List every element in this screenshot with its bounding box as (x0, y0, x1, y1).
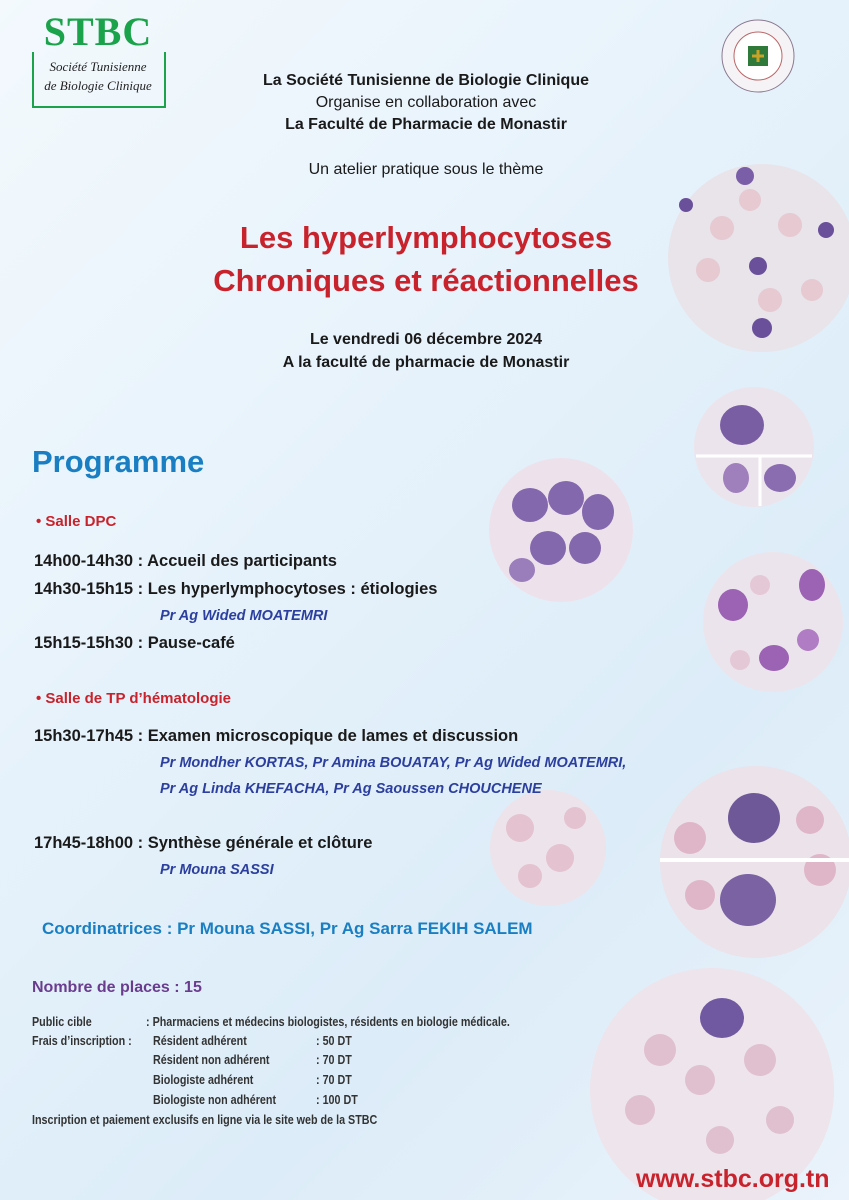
microscopy-image-6 (490, 790, 606, 906)
fee-price: : 70 DT (316, 1053, 352, 1067)
program-item-examen: 15h30-17h45 : Examen microscopique de lames et discussion (34, 727, 519, 745)
organizer-line: La Société Tunisienne de Biologie Clinique (263, 72, 589, 89)
frais-label: Frais d’inscription : (32, 1034, 132, 1048)
logo-line-2: de Biologie Clinique (44, 78, 152, 93)
program-item-synthese: 17h45-18h00 : Synthèse générale et clôture (34, 834, 373, 852)
collaboration-line: Organise en collaboration avec (315, 94, 537, 111)
website-link[interactable]: www.stbc.org.tn (636, 1165, 830, 1193)
logo-line-1: Société Tunisienne (49, 59, 147, 74)
speaker-synthese: Pr Mouna SASSI (160, 862, 274, 878)
fee-category: Biologiste non adhérent (153, 1093, 277, 1107)
partner-line: La Faculté de Pharmacie de Monastir (285, 116, 567, 133)
microscopy-image-4 (703, 552, 843, 692)
fee-category: Biologiste adhérent (153, 1073, 254, 1087)
speaker-etiologies: Pr Ag Wided MOATEMRI (160, 608, 328, 624)
title-line-2: Chroniques et réactionnelles (213, 263, 639, 298)
event-place: A la faculté de pharmacie de Monastir (282, 354, 570, 371)
program-item-accueil: 14h00-14h30 : Accueil des participants (34, 552, 337, 570)
speakers-examen-2: Pr Ag Linda KHEFACHA, Pr Ag Saoussen CHOUCHENE (160, 781, 542, 797)
theme-intro: Un atelier pratique sous le thème (308, 161, 544, 178)
programme-heading: Programme (32, 444, 205, 479)
nombre-places: Nombre de places : 15 (32, 979, 202, 996)
program-item-pause: 15h15-15h30 : Pause-café (34, 634, 235, 652)
speakers-examen-1: Pr Mondher KORTAS, Pr Amina BOUATAY, Pr Ag Wided MOATEMRI, (160, 755, 627, 771)
fee-price: : 100 DT (316, 1093, 358, 1107)
fee-category: Résident adhérent (153, 1034, 247, 1048)
microscopy-image-5 (660, 766, 849, 958)
program-item-etiologies: 14h30-15h15 : Les hyperlymphocytoses : étiologies (34, 580, 438, 598)
public-label: Public cible (32, 1015, 92, 1029)
fee-category: Résident non adhérent (153, 1053, 270, 1067)
title-line-1: Les hyperlymphocytoses (239, 220, 613, 255)
salle-tp: • Salle de TP d’hématologie (36, 690, 232, 707)
inscription-note: Inscription et paiement exclusifs en ligne via le site web de la STBC (32, 1113, 378, 1127)
salle-dpc: • Salle DPC (36, 513, 117, 530)
coordinatrices: Coordinatrices : Pr Mouna SASSI, Pr Ag Sarra FEKIH SALEM (42, 919, 533, 938)
logo-acronym: STBC (43, 9, 153, 54)
fee-price: : 50 DT (316, 1034, 352, 1048)
microscopy-image-2 (694, 387, 814, 507)
microscopy-image-1 (668, 164, 849, 352)
microscopy-image-3 (489, 458, 633, 602)
public-value: : Pharmaciens et médecins biologistes, résidents en biologie médicale. (146, 1015, 510, 1029)
event-date: Le vendredi 06 décembre 2024 (309, 331, 543, 348)
fee-price: : 70 DT (316, 1073, 352, 1087)
